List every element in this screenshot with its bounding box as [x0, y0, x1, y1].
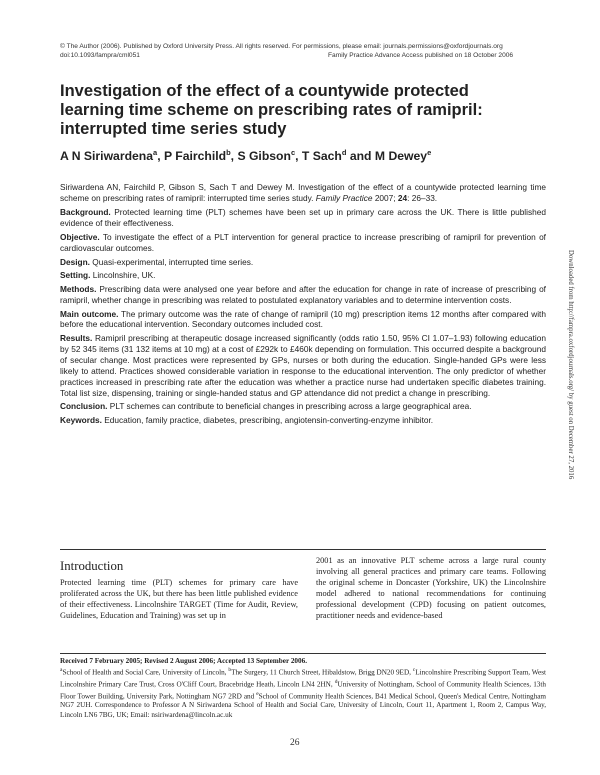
- affiliation-mark: d: [334, 678, 338, 685]
- intro-right-column: [316, 556, 546, 621]
- advance-access-line: Family Practice Advance Access published on 18 October 2006: [328, 52, 514, 59]
- abstract-section-text: Protected learning time (PLT) schemes have been set up in primary care across the UK. There is little published evidence of their effectiveness.: [60, 207, 546, 229]
- author-name: A N Siriwardena: [60, 149, 154, 164]
- abstract-section: [60, 284, 546, 306]
- abstract-divider: [60, 549, 546, 550]
- abstract-section-text: Ramipril prescribing at therapeutic dosage increased significantly (odds ratio 1.50, 95% CI 1.07–1.93) following education by 52 345 items (31 132 items at 10 mg) at a cost of £292k to £460k depending on formulation. This occurred despite a background of secular change. Most practices were represented by GPs, nurses or both during the education. Single-handed GPs were less likely to attend. Practices showed considerable variation in response to the educational intervention. The only predictor of whether practices increased in prescribing rate after the education was whether a practice nurse had undertaken specific diabetes training. Total list size, dispensing, training or single-handed status and GP attendance did not predict a change in prescribing.: [60, 333, 546, 398]
- copyright-line: © The Author (2006). Published by Oxford University Press. All rights reserved. For permissions, please email: journals.permissions@oxfordjournals.org: [60, 43, 503, 50]
- affiliation-mark: b: [228, 667, 232, 674]
- abstract-section-text: To investigate the effect of a PLT intervention for general practice to increase prescribing of ramipril for prevention of cardiovascular outcomes.: [60, 231, 546, 253]
- citation-year: 2007;: [374, 192, 396, 203]
- page-number: 26: [290, 738, 300, 748]
- abstract-section: [60, 232, 546, 254]
- abstract-section-text: Quasi-experimental, interrupted time series.: [89, 256, 254, 267]
- citation: [60, 182, 546, 204]
- intro-right-text: 2001 as an innovative PLT scheme across a large rural county involving all general practices and primary care teams. Following the original scheme in Doncaster (Yorkshire, UK) the Lincolnshire model adhered to national recommendations for continuing professional development (CPD) focusing on patient outcomes, practitioner needs and evidence-based: [316, 556, 546, 620]
- affiliation-mark: e: [256, 690, 259, 697]
- author-separator: ,: [230, 149, 238, 164]
- citation-journal: Family Practice: [315, 192, 373, 203]
- abstract-section-label: Background.: [60, 207, 111, 218]
- author-separator: ,: [157, 149, 164, 164]
- citation-pages: : 26–33.: [407, 192, 438, 203]
- author-affiliation-mark: a: [153, 148, 158, 157]
- abstract-section-label: Objective.: [60, 231, 100, 242]
- abstract-section-text: Prescribing data were analysed one year before and after the education for change in rate of increase of prescribing of ramipril, whether change in prescribing was related to postulated explanatory variables and to determine intervention costs.: [60, 283, 546, 305]
- author-separator: and: [346, 149, 375, 164]
- abstract-section-label: Keywords.: [60, 415, 102, 426]
- abstract-section: [60, 415, 546, 426]
- abstract-section: [60, 207, 546, 229]
- author-affiliation-mark: d: [341, 148, 347, 157]
- author-name: S Gibson: [237, 149, 291, 164]
- author-name: P Fairchild: [163, 149, 227, 164]
- abstract-section-label: Design.: [60, 256, 90, 267]
- abstract-section-label: Results.: [60, 333, 93, 344]
- download-sidebar: [568, 250, 578, 530]
- abstract-section-label: Setting.: [60, 270, 91, 281]
- intro-left-column: [60, 578, 298, 622]
- abstract-section-text: Lincolnshire, UK.: [90, 270, 156, 281]
- author-affiliation-mark: b: [226, 148, 231, 157]
- abstract: [60, 182, 546, 429]
- download-notice: Downloaded from http://fampra.oxfordjournals.org/ by guest on December 27, 2016: [567, 250, 574, 480]
- abstract-sections: [60, 207, 546, 426]
- abstract-section-label: Conclusion.: [60, 401, 108, 412]
- citation-volume: 24: [397, 192, 408, 203]
- doi-line: doi:10.1093/fampra/cml051: [60, 52, 140, 59]
- author-list: [60, 148, 431, 163]
- intro-left-text: Protected learning time (PLT) schemes for primary care have proliferated across the UK, but there has been little published evidence of their effectiveness. Lincolnshire TARGET (Time for Audit, Review, Guidelines, Education and Training) was set up in: [60, 578, 298, 620]
- abstract-section: [60, 257, 546, 268]
- author-affiliation-mark: c: [290, 148, 296, 157]
- affiliations: $^a$School of Health and Social Care, University of Lincoln, $^b$The Surgery, 11 Church Street, Hibaldstow, Brigg DN20 9ED, $^c$Lincolnshire Prescribing Support Team, West Lincolnshire Primary Care Trust, Cross O'Cliff Court, Bracebridge Heath, Lincoln LN4 2HN, $^d$University of Nottingham, School of Community Health Sciences, 13th Floor Tower Building, University Park, Nottingham NG7 2RD and $^e$School of Community Health Sciences, B41 Medical School, Queen's Medical Centre, Nottingham NG7 2UH. Correspondence to Professor A N Siriwardena School of Health and Social Care, University of Lincoln, Court 11, Apartment 1, Room 2, Campus Way, Lincoln LN6 7BG, UK; Email: nsiriwardena@lincoln.ac.uk: [60, 667, 546, 719]
- footnote: [60, 657, 546, 720]
- abstract-section-label: Main outcome.: [60, 308, 119, 319]
- abstract-section: [60, 401, 546, 412]
- author-name: T Sach: [301, 149, 342, 164]
- abstract-section-label: Methods.: [60, 283, 97, 294]
- footnote-divider: [60, 653, 546, 654]
- abstract-section: [60, 309, 546, 331]
- author-separator: ,: [295, 149, 302, 164]
- abstract-section-text: Education, family practice, diabetes, prescribing, angiotensin-converting-enzyme inhibitor.: [101, 415, 434, 426]
- author-affiliation-mark: e: [427, 148, 432, 157]
- received-dates: Received 7 February 2005; Revised 2 August 2006; Accepted 13 September 2006.: [60, 657, 308, 665]
- author-name: M Dewey: [374, 149, 428, 164]
- affiliation-mark: a: [60, 667, 63, 674]
- abstract-section: [60, 333, 546, 398]
- abstract-section: [60, 270, 546, 281]
- abstract-section-text: PLT schemes can contribute to beneficial changes in prescribing across a large geographical area.: [107, 401, 472, 412]
- affiliation-mark: c: [412, 667, 416, 674]
- citation-text: Siriwardena AN, Fairchild P, Gibson S, Sach T and Dewey M. Investigation of the effect of a countywide protected learning time scheme on prescribing rates of ramipril: interrupted time series study.: [60, 182, 546, 203]
- abstract-section-text: The primary outcome was the rate of change of ramipril (10 mg) prescription items 12 months after compared with before the educational intervention. Secondary outcomes included cost.: [60, 308, 546, 330]
- introduction-heading: Introduction: [60, 559, 124, 573]
- article-title: Investigation of the effect of a countywide protected learning time scheme on prescribing rates of ramipril: interrupted time series study: [60, 82, 483, 138]
